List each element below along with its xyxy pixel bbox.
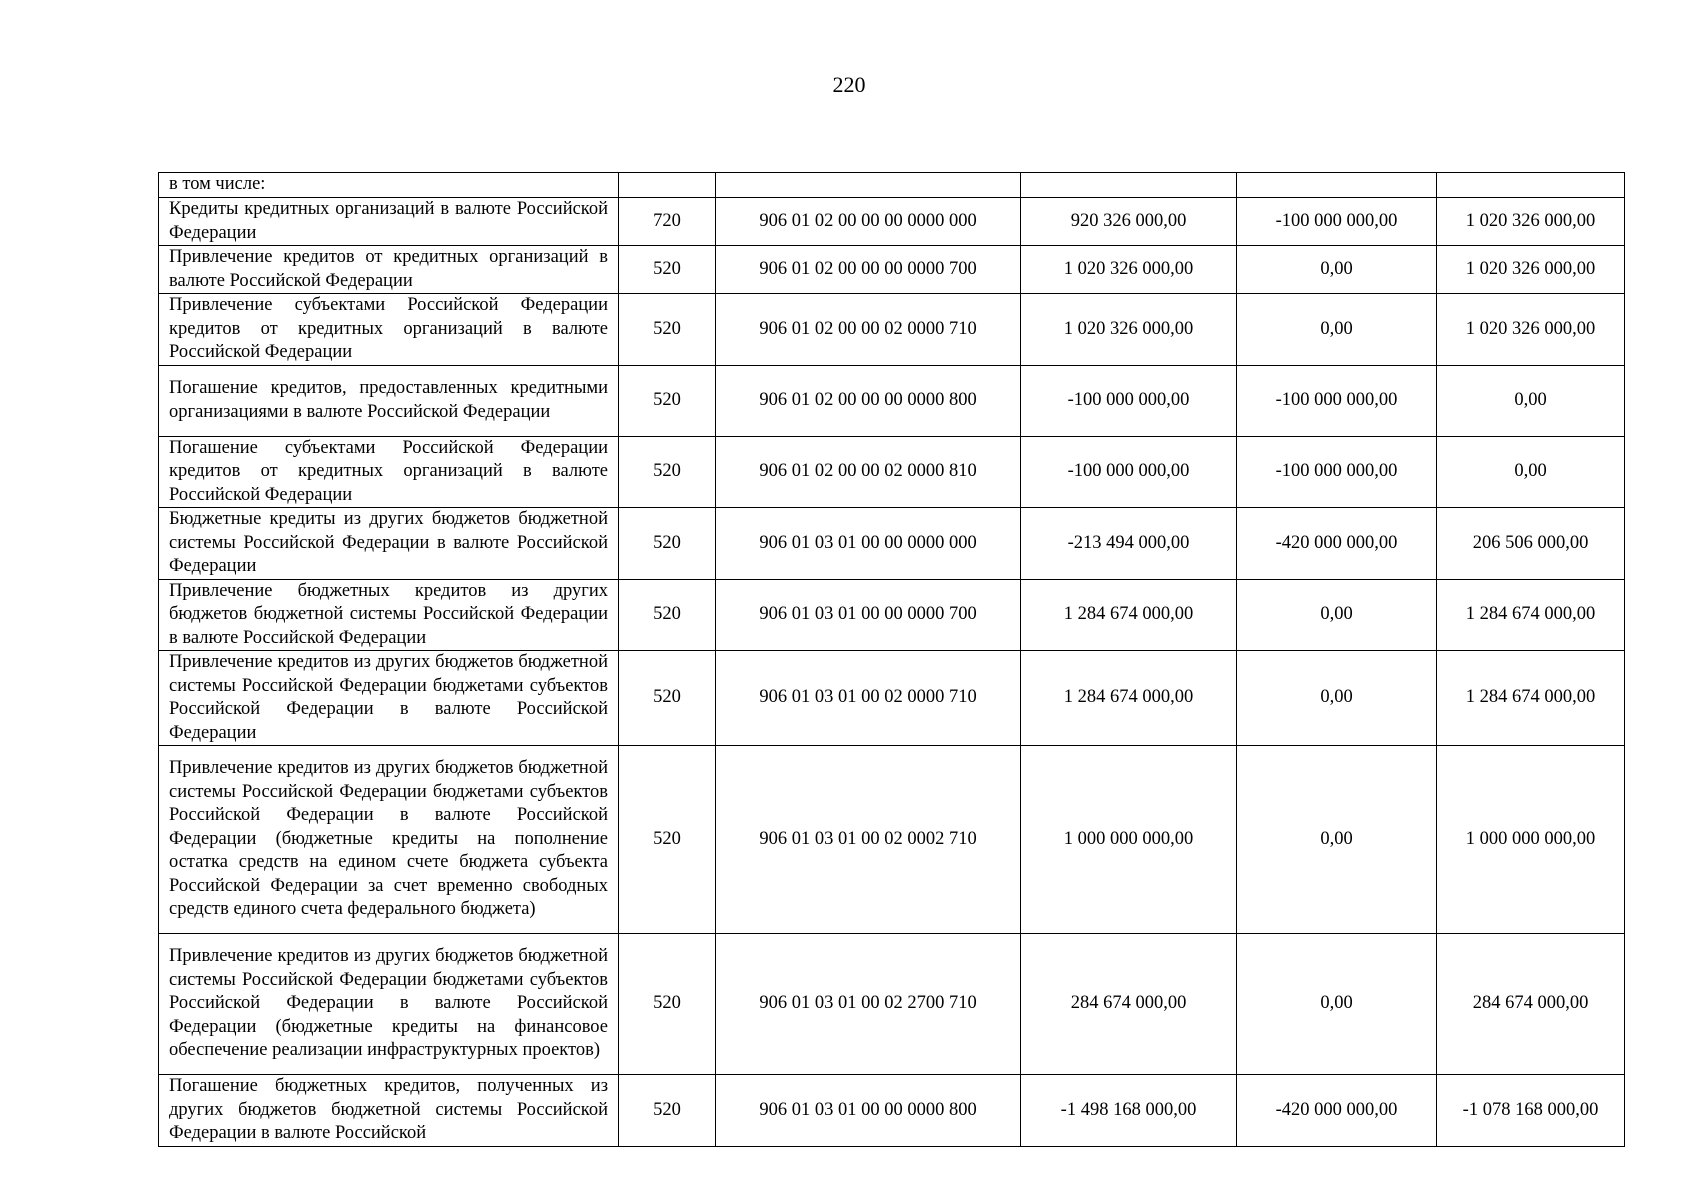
row-code: 520 — [619, 934, 716, 1075]
row-value-3: 0,00 — [1437, 436, 1625, 508]
row-value-1: 1 284 674 000,00 — [1021, 579, 1237, 651]
row-value-3: 1 000 000 000,00 — [1437, 746, 1625, 934]
row-code: 520 — [619, 508, 716, 580]
row-value-3: 0,00 — [1437, 365, 1625, 436]
row-code: 520 — [619, 1075, 716, 1147]
row-value-2: -100 000 000,00 — [1237, 198, 1437, 246]
row-kbk: 906 01 02 00 00 02 0000 710 — [716, 294, 1021, 366]
row-value-1: -1 498 168 000,00 — [1021, 1075, 1237, 1147]
table-row — [159, 294, 1625, 366]
row-value-1: 1 000 000 000,00 — [1021, 746, 1237, 934]
row-value-1: -213 494 000,00 — [1021, 508, 1237, 580]
row-description: Привлечение кредитов из других бюджетов бюджетной системы Российской Федерации бюджетами субъектов Российской Федерации в валюте Российской Федерации (бюджетные кредиты на пополнение остатка средств на едином счете бюджета субъекта Российской Федерации за счет временно свободных средств единого счета федерального бюджета) — [159, 746, 619, 934]
row-kbk: 906 01 03 01 00 00 0000 000 — [716, 508, 1021, 580]
table-row — [159, 508, 1625, 580]
row-description: Привлечение кредитов от кредитных организаций в валюте Российской Федерации — [159, 246, 619, 294]
row-code: 520 — [619, 294, 716, 366]
row-description: в том числе: — [159, 173, 619, 198]
row-kbk: 906 01 03 01 00 00 0000 700 — [716, 579, 1021, 651]
row-kbk: 906 01 03 01 00 00 0000 800 — [716, 1075, 1021, 1147]
row-value-2: -100 000 000,00 — [1237, 436, 1437, 508]
row-value-3: 206 506 000,00 — [1437, 508, 1625, 580]
row-kbk: 906 01 03 01 00 02 2700 710 — [716, 934, 1021, 1075]
row-kbk: 906 01 03 01 00 02 0002 710 — [716, 746, 1021, 934]
row-value-1: 1 020 326 000,00 — [1021, 294, 1237, 366]
page-number: 220 — [832, 72, 866, 97]
row-value-3: 1 020 326 000,00 — [1437, 198, 1625, 246]
row-description: Привлечение кредитов из других бюджетов бюджетной системы Российской Федерации бюджетами субъектов Российской Федерации в валюте Российской Федерации — [159, 651, 619, 746]
row-value-2: 0,00 — [1237, 294, 1437, 366]
row-value-3 — [1437, 173, 1625, 198]
row-code: 520 — [619, 651, 716, 746]
row-value-3: 1 020 326 000,00 — [1437, 246, 1625, 294]
row-description: Погашение бюджетных кредитов, полученных из других бюджетов бюджетной системы Российской Федерации в валюте Российской — [159, 1075, 619, 1147]
row-value-2: 0,00 — [1237, 246, 1437, 294]
row-kbk: 906 01 02 00 00 00 0000 700 — [716, 246, 1021, 294]
row-description: Привлечение кредитов из других бюджетов бюджетной системы Российской Федерации бюджетами субъектов Российской Федерации в валюте Российской Федерации (бюджетные кредиты на финансовое обеспечение реализации инфраструктурных проектов) — [159, 934, 619, 1075]
row-value-1: -100 000 000,00 — [1021, 365, 1237, 436]
row-description: Привлечение бюджетных кредитов из других бюджетов бюджетной системы Российской Федерации в валюте Российской Федерации — [159, 579, 619, 651]
table-row — [159, 436, 1625, 508]
row-value-1 — [1021, 173, 1237, 198]
budget-sources-table — [158, 172, 1625, 1147]
table-row — [159, 746, 1625, 934]
row-value-1: -100 000 000,00 — [1021, 436, 1237, 508]
row-value-2 — [1237, 173, 1437, 198]
row-description: Кредиты кредитных организаций в валюте Российской Федерации — [159, 198, 619, 246]
row-value-2: -100 000 000,00 — [1237, 365, 1437, 436]
row-value-1: 284 674 000,00 — [1021, 934, 1237, 1075]
table-row — [159, 365, 1625, 436]
row-description: Погашение кредитов, предоставленных кредитными организациями в валюте Российской Федерации — [159, 365, 619, 436]
row-code: 720 — [619, 198, 716, 246]
row-value-2: 0,00 — [1237, 579, 1437, 651]
row-value-2: 0,00 — [1237, 746, 1437, 934]
row-value-3: 1 020 326 000,00 — [1437, 294, 1625, 366]
table-row — [159, 579, 1625, 651]
row-kbk: 906 01 02 00 00 00 0000 000 — [716, 198, 1021, 246]
row-value-3: 1 284 674 000,00 — [1437, 651, 1625, 746]
table-row — [159, 173, 1625, 198]
row-value-1: 1 284 674 000,00 — [1021, 651, 1237, 746]
row-value-2: -420 000 000,00 — [1237, 508, 1437, 580]
row-description: Привлечение субъектами Российской Федерации кредитов от кредитных организаций в валюте Российской Федерации — [159, 294, 619, 366]
row-value-3: 1 284 674 000,00 — [1437, 579, 1625, 651]
row-kbk: 906 01 02 00 00 02 0000 810 — [716, 436, 1021, 508]
row-code: 520 — [619, 246, 716, 294]
row-code: 520 — [619, 579, 716, 651]
row-code: 520 — [619, 746, 716, 934]
row-kbk: 906 01 02 00 00 00 0000 800 — [716, 365, 1021, 436]
table-row — [159, 651, 1625, 746]
table-row — [159, 198, 1625, 246]
row-kbk: 906 01 03 01 00 02 0000 710 — [716, 651, 1021, 746]
row-value-2: 0,00 — [1237, 651, 1437, 746]
row-value-3: -1 078 168 000,00 — [1437, 1075, 1625, 1147]
row-value-1: 1 020 326 000,00 — [1021, 246, 1237, 294]
table-row — [159, 1075, 1625, 1147]
table-row — [159, 246, 1625, 294]
row-code — [619, 173, 716, 198]
table-row — [159, 934, 1625, 1075]
row-description: Погашение субъектами Российской Федерации кредитов от кредитных организаций в валюте Российской Федерации — [159, 436, 619, 508]
row-value-2: 0,00 — [1237, 934, 1437, 1075]
row-kbk — [716, 173, 1021, 198]
row-value-2: -420 000 000,00 — [1237, 1075, 1437, 1147]
row-code: 520 — [619, 436, 716, 508]
row-description: Бюджетные кредиты из других бюджетов бюджетной системы Российской Федерации в валюте Российской Федерации — [159, 508, 619, 580]
row-value-3: 284 674 000,00 — [1437, 934, 1625, 1075]
row-value-1: 920 326 000,00 — [1021, 198, 1237, 246]
row-code: 520 — [619, 365, 716, 436]
